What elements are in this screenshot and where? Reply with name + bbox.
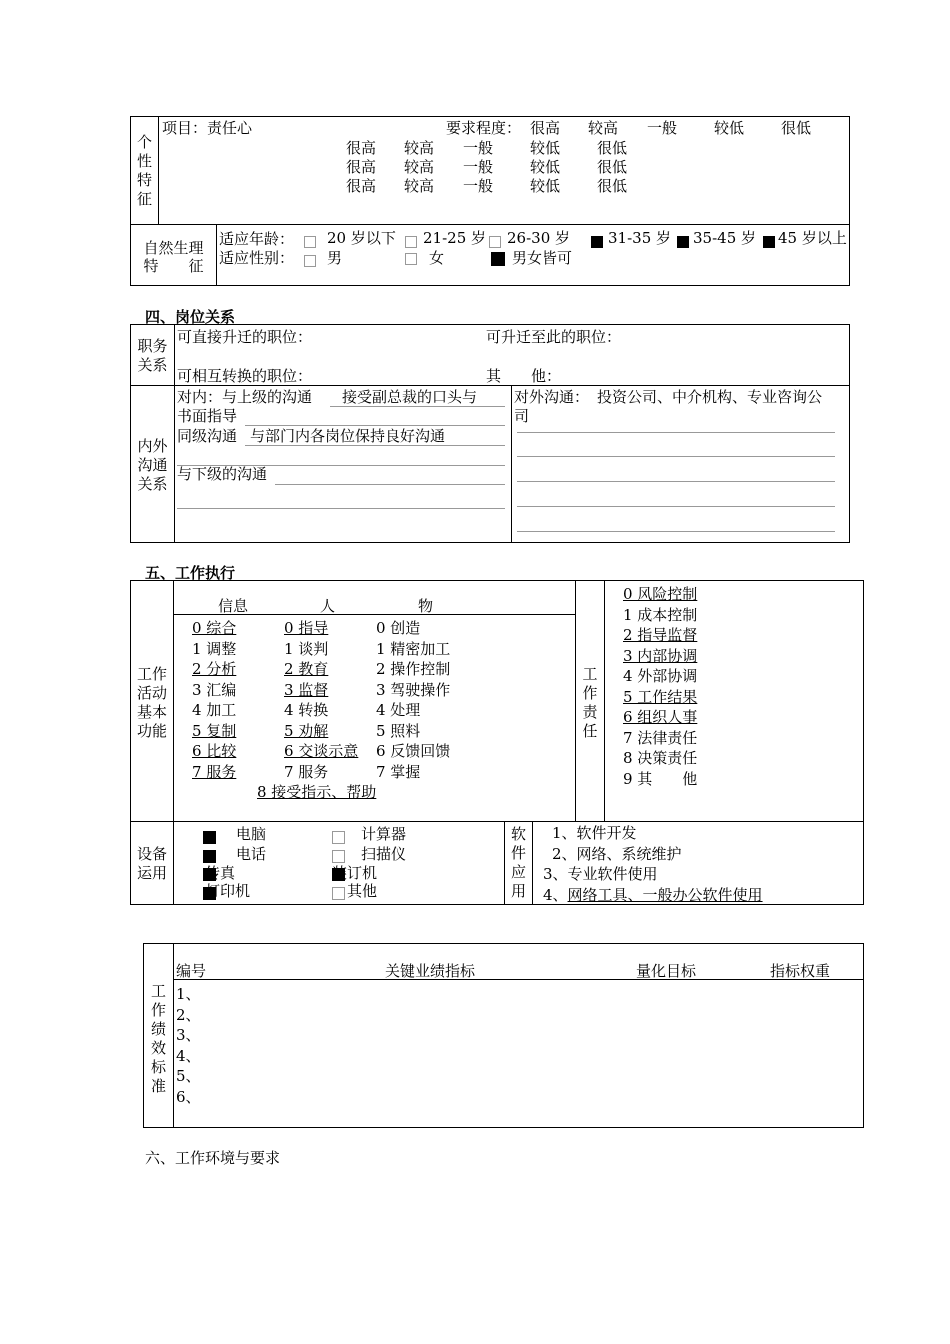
responsibility-item: 6 组织人事 — [623, 708, 698, 726]
kpi-box — [143, 943, 864, 1128]
kpi-row: 3、 — [176, 1026, 201, 1044]
level-cell: 较高 — [404, 139, 435, 157]
people-item: 6 交谈示意 — [284, 742, 359, 760]
work-responsibility-label: 工 作 责 任 — [582, 665, 598, 740]
outer-label: 对外沟通： — [514, 388, 590, 406]
software-item: 2、网络、系统维护 — [552, 845, 682, 863]
responsibility-item: 2 指导监督 — [623, 626, 698, 644]
age-option: 45 岁以上 — [778, 229, 847, 247]
info-item: 3 汇编 — [192, 680, 237, 699]
header-things: 物 — [418, 597, 434, 615]
level-cell: 很高 — [346, 158, 377, 176]
work-activity-label: 工作 活动 基本 功能 — [136, 665, 167, 740]
responsibility-item: 1 成本控制 — [623, 605, 698, 624]
kpi-header-weight: 指标权重 — [770, 962, 831, 980]
level-cell: 很低 — [597, 139, 628, 157]
level-cell: 一般 — [463, 177, 494, 195]
age-option: 26-30 岁 — [507, 229, 571, 247]
down-label: 与下级的沟通 — [177, 465, 268, 483]
responsibility-item: 4 外部协调 — [623, 667, 698, 685]
level-header: 较高 — [588, 119, 619, 137]
header-people: 人 — [320, 597, 336, 615]
section5-title: 五、工作执行 — [145, 564, 236, 582]
level-header: 一般 — [647, 119, 678, 137]
level-header: 很高 — [530, 119, 561, 137]
things-item: 7 掌握 — [376, 762, 421, 781]
equip-checkbox-computer[interactable] — [203, 831, 216, 844]
communication-box — [130, 385, 850, 543]
things-item: 0 创造 — [376, 619, 421, 637]
level-cell: 较低 — [530, 158, 561, 176]
age-checkbox-45[interactable] — [763, 236, 775, 248]
outer-value: 投资公司、中介机构、专业咨询公 — [597, 388, 823, 406]
info-item: 4 加工 — [192, 701, 237, 719]
age-option: 21-25 岁 — [423, 229, 487, 247]
promote-to-label: 可升迁至此的职位： — [486, 328, 622, 346]
equip-option: 打印机 — [205, 882, 251, 900]
responsibility-item: 0 风险控制 — [623, 585, 698, 603]
promote-direct-label: 可直接升迁的职位： — [177, 328, 313, 346]
extra-function: 8 接受指示、帮助 — [257, 783, 377, 801]
things-item: 1 精密加工 — [376, 639, 451, 658]
responsibility-item: 9 其 他 — [623, 769, 698, 788]
people-item: 1 谈判 — [284, 639, 329, 658]
level-cell: 很低 — [597, 177, 628, 195]
level-cell: 较低 — [530, 139, 561, 157]
age-option: 20 岁以下 — [327, 229, 396, 247]
peer-label: 同级沟通 — [177, 427, 238, 445]
communication-label: 内外 沟通 关系 — [137, 437, 168, 493]
kpi-label: 工 作 绩 效 标 准 — [150, 982, 166, 1095]
age-checkbox-21-25[interactable] — [405, 236, 417, 248]
kpi-header-number: 编号 — [176, 962, 207, 980]
inner-up-value-2: 书面指导 — [177, 407, 238, 425]
equip-checkbox-scanner[interactable] — [332, 850, 345, 863]
section4-title: 四、岗位关系 — [145, 308, 236, 326]
post-relation-label: 职务 关系 — [137, 337, 168, 374]
people-item: 2 教育 — [284, 660, 329, 678]
responsibility-item: 8 决策责任 — [623, 749, 698, 767]
info-item: 0 综合 — [192, 619, 237, 637]
requirement-label: 要求程度： — [446, 119, 522, 137]
level-cell: 较高 — [404, 158, 435, 176]
level-cell: 很高 — [346, 177, 377, 195]
info-item: 7 服务 — [192, 762, 237, 781]
age-option: 31-35 岁 — [608, 229, 672, 247]
age-checkbox-35-45[interactable] — [677, 236, 689, 248]
things-item: 6 反馈回馈 — [376, 742, 451, 760]
info-item: 5 复制 — [192, 721, 237, 740]
age-option: 35-45 岁 — [693, 229, 757, 247]
equipment-label: 设备 运用 — [136, 845, 167, 882]
software-item-4: 4、网络工具、一般办公软件使用 — [543, 886, 763, 904]
personality-item: 项目：责任心 — [162, 119, 253, 137]
level-header: 很低 — [781, 119, 812, 137]
equip-option: 计算器 — [361, 825, 407, 843]
people-item: 3 监督 — [284, 680, 329, 699]
things-item: 3 驾驶操作 — [376, 680, 451, 699]
things-item: 2 操作控制 — [376, 660, 451, 678]
people-item: 0 指导 — [284, 619, 329, 637]
things-item: 5 照料 — [376, 721, 421, 740]
responsibility-item: 5 工作结果 — [623, 687, 698, 706]
inner-up-label: 对内：与上级的沟通 — [177, 388, 313, 406]
equip-checkbox-calculator[interactable] — [332, 831, 345, 844]
age-checkbox-31-35[interactable] — [591, 236, 603, 248]
gender-option: 女 — [429, 249, 445, 267]
level-row: 很高 — [346, 139, 377, 157]
responsibility-item: 3 内部协调 — [623, 646, 698, 665]
level-cell: 一般 — [463, 139, 494, 157]
equip-checkbox-phone[interactable] — [203, 850, 216, 863]
rotate-label: 可相互转换的职位： — [177, 367, 313, 385]
section6-title: 六、工作环境与要求 — [145, 1149, 281, 1167]
personality-label: 个 性 特 征 — [136, 133, 152, 208]
header-info: 信息 — [218, 597, 249, 615]
inner-up-value: 接受副总裁的口头与 — [342, 388, 478, 406]
level-cell: 较低 — [530, 177, 561, 195]
equip-option: 扫描仪 — [361, 845, 407, 863]
equip-checkbox-other[interactable] — [332, 887, 345, 900]
people-item: 4 转换 — [284, 701, 329, 719]
level-cell: 较高 — [404, 177, 435, 195]
gender-option: 男 — [327, 249, 343, 267]
people-item: 7 服务 — [284, 762, 329, 781]
age-checkbox-26-30[interactable] — [489, 236, 501, 248]
level-header: 较低 — [714, 119, 745, 137]
peer-value: 与部门内各岗位保持良好沟通 — [250, 427, 446, 445]
physio-label: 自然生理 特 征 — [143, 239, 204, 275]
responsibility-item: 7 法律责任 — [623, 728, 698, 747]
other-label: 其 他： — [486, 367, 562, 385]
gender-label: 适应性别： — [219, 249, 295, 267]
work-activity-box — [130, 580, 864, 822]
kpi-row: 1、 — [176, 985, 201, 1003]
info-item: 1 调整 — [192, 639, 237, 658]
level-cell: 一般 — [463, 158, 494, 176]
kpi-header-target: 量化目标 — [636, 962, 697, 980]
outer-value-2: 司 — [514, 407, 530, 425]
equip-option: 电话 — [236, 845, 267, 863]
equip-option: 传真 — [205, 864, 236, 882]
gender-option: 男女皆可 — [512, 249, 573, 267]
level-cell: 很低 — [597, 158, 628, 176]
gender-checkbox-both[interactable] — [491, 252, 505, 266]
things-item: 4 处理 — [376, 701, 421, 719]
software-item: 3、专业软件使用 — [543, 865, 658, 883]
gender-checkbox-female[interactable] — [405, 253, 417, 265]
kpi-row: 4、 — [176, 1046, 201, 1065]
software-item: 1、软件开发 — [552, 824, 637, 842]
age-label: 适应年龄： — [219, 230, 295, 248]
kpi-row: 5、 — [176, 1067, 201, 1085]
equip-option: 其他 — [347, 882, 378, 900]
software-label: 软 件 应 用 — [510, 825, 526, 900]
info-item: 2 分析 — [192, 660, 237, 678]
info-item: 6 比较 — [192, 742, 237, 760]
kpi-row: 2、 — [176, 1005, 201, 1024]
equip-option: 电脑 — [236, 825, 267, 843]
equip-option: 装订机 — [332, 864, 378, 882]
kpi-header-indicator: 关键业绩指标 — [385, 962, 476, 980]
kpi-row: 6、 — [176, 1087, 201, 1106]
people-item: 5 劝解 — [284, 721, 329, 740]
gender-checkbox-male[interactable] — [304, 255, 316, 267]
age-checkbox-20[interactable] — [304, 236, 316, 248]
